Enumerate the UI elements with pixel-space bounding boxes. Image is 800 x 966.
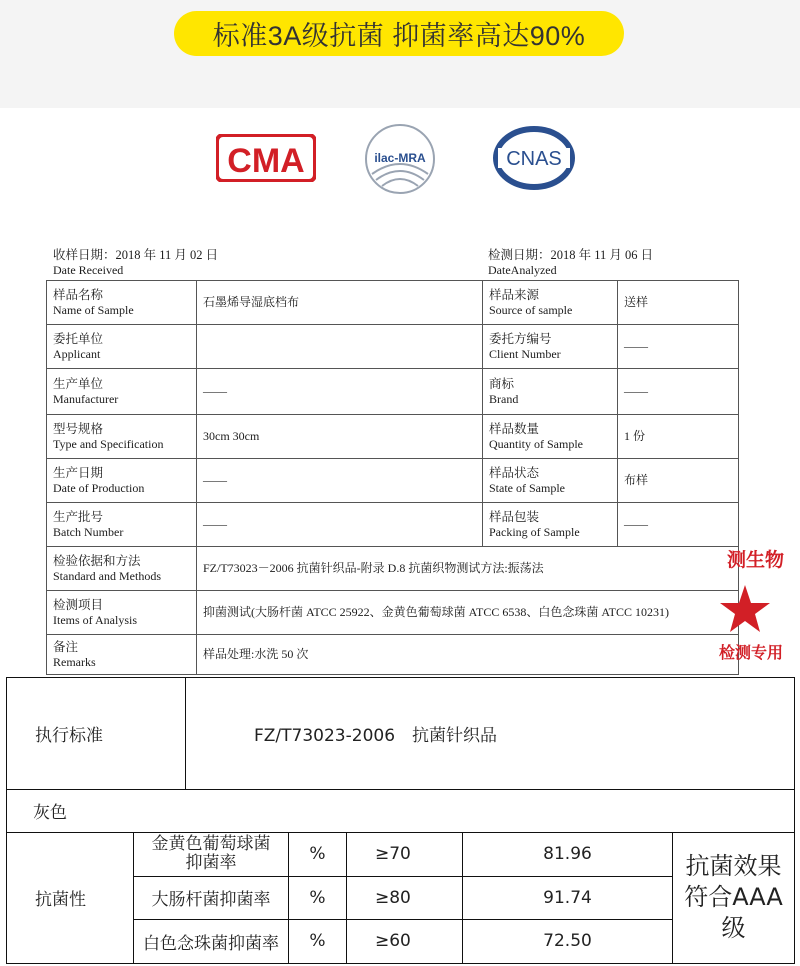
field-label-en: Remarks bbox=[53, 654, 96, 669]
result-item: 大肠杆菌抑菌率 bbox=[134, 876, 289, 919]
field-label-cn: 检测项目 bbox=[53, 597, 104, 612]
report-row bbox=[47, 281, 739, 325]
field-label-cn: 生产日期 bbox=[53, 465, 104, 480]
field-label-cn: 商标 bbox=[489, 376, 515, 391]
report-row bbox=[47, 415, 739, 459]
field-label-cn: 样品名称 bbox=[53, 287, 104, 302]
report-row bbox=[47, 369, 739, 415]
field-label-en: Name of Sample bbox=[53, 302, 134, 317]
field-label-en: Items of Analysis bbox=[53, 612, 137, 627]
result-requirement: ≥80 bbox=[347, 876, 463, 919]
results-table bbox=[6, 677, 795, 964]
color-label: 灰色 bbox=[7, 790, 795, 832]
date-analyzed-en: DateAnalyzed bbox=[488, 263, 557, 277]
result-unit: % bbox=[289, 832, 347, 876]
field-label-en: Type and Specification bbox=[53, 436, 164, 451]
field-label-en: State of Sample bbox=[489, 480, 565, 495]
report-row bbox=[47, 591, 739, 635]
report-row bbox=[47, 459, 739, 503]
result-item: 金黄色葡萄球菌抑菌率 bbox=[134, 832, 289, 876]
report-info-table bbox=[46, 280, 739, 675]
standard-value: FZ/T73023-2006 抗菌针织品 bbox=[186, 678, 795, 790]
result-unit: % bbox=[289, 919, 347, 963]
field-label bbox=[47, 503, 197, 547]
report-row bbox=[47, 547, 739, 591]
field-value: —— bbox=[197, 503, 483, 547]
date-received-en: Date Received bbox=[53, 263, 124, 277]
field-label-en: Client Number bbox=[489, 346, 561, 361]
stamp-bottom-text: 检测专用 bbox=[719, 643, 784, 662]
field-label bbox=[483, 415, 618, 459]
field-label bbox=[47, 369, 197, 415]
date-analyzed bbox=[488, 248, 653, 278]
field-label bbox=[47, 459, 197, 503]
result-item: 白色念珠菌抑菌率 bbox=[134, 919, 289, 963]
conclusion: 抗菌效果符合AAA级 bbox=[673, 832, 795, 963]
field-label-cn: 样品包装 bbox=[489, 509, 540, 524]
standard-label: 执行标准 bbox=[7, 678, 186, 790]
field-label-en: Packing of Sample bbox=[489, 524, 580, 539]
cnas-text: CNAS bbox=[506, 148, 562, 170]
field-label bbox=[483, 369, 618, 415]
field-label-en: Applicant bbox=[53, 346, 101, 361]
field-label-cn: 生产单位 bbox=[53, 376, 104, 391]
field-label-cn: 样品状态 bbox=[489, 465, 540, 480]
date-received-cn: 收样日期：2018 年 11 月 02 日 bbox=[53, 248, 219, 262]
field-label bbox=[47, 415, 197, 459]
report-row bbox=[47, 325, 739, 369]
field-label-en: Source of sample bbox=[489, 302, 573, 317]
field-value: —— bbox=[618, 369, 739, 415]
field-label-cn: 备注 bbox=[53, 639, 79, 654]
result-row bbox=[7, 832, 795, 876]
field-label-cn: 委托方编号 bbox=[489, 331, 552, 346]
field-value: —— bbox=[197, 459, 483, 503]
result-requirement: ≥60 bbox=[347, 919, 463, 963]
result-value: 91.74 bbox=[463, 876, 673, 919]
certification-logos bbox=[0, 120, 800, 195]
field-value: 布样 bbox=[618, 459, 739, 503]
field-label-en: Quantity of Sample bbox=[489, 436, 583, 451]
field-label-en: Date of Production bbox=[53, 480, 145, 495]
color-row bbox=[7, 790, 795, 832]
field-value: —— bbox=[618, 325, 739, 369]
star-icon bbox=[720, 585, 770, 632]
field-label bbox=[47, 547, 197, 591]
field-label-cn: 型号规格 bbox=[53, 421, 104, 436]
field-label-en: Brand bbox=[489, 391, 519, 406]
cma-logo bbox=[216, 134, 316, 182]
cma-text: CMA bbox=[227, 142, 305, 180]
field-label bbox=[47, 325, 197, 369]
ilac-mra-logo bbox=[360, 122, 440, 197]
report-row bbox=[47, 503, 739, 547]
field-value: 30cm 30cm bbox=[197, 415, 483, 459]
result-unit: % bbox=[289, 876, 347, 919]
field-value: 样品处理:水洗 50 次 bbox=[197, 635, 739, 675]
field-value: 送样 bbox=[618, 281, 739, 325]
result-value: 72.50 bbox=[463, 919, 673, 963]
date-analyzed-cn: 检测日期：2018 年 11 月 06 日 bbox=[488, 248, 654, 262]
result-requirement: ≥70 bbox=[347, 832, 463, 876]
inspection-stamp bbox=[715, 530, 800, 680]
date-received bbox=[53, 248, 218, 278]
field-value: 抑菌测试(大肠杆菌 ATCC 25922、金黄色葡萄球菌 ATCC 6538、白色念珠菌 ATCC 10231) bbox=[197, 591, 739, 635]
field-label-cn: 检验依据和方法 bbox=[53, 553, 141, 568]
field-label bbox=[483, 325, 618, 369]
field-label bbox=[47, 635, 197, 675]
field-label-cn: 委托单位 bbox=[53, 331, 104, 346]
field-label bbox=[47, 591, 197, 635]
field-value: 石墨烯导湿底档布 bbox=[197, 281, 483, 325]
report-row bbox=[47, 635, 739, 675]
banner: 标准3A级抗菌 抑菌率高达90% bbox=[174, 11, 624, 56]
field-label bbox=[483, 503, 618, 547]
field-label-en: Batch Number bbox=[53, 524, 124, 539]
ilac-text: ilac-MRA bbox=[374, 151, 426, 165]
stamp-top-text: 测生物 bbox=[727, 549, 785, 571]
result-value: 81.96 bbox=[463, 832, 673, 876]
field-label-cn: 样品来源 bbox=[489, 287, 540, 302]
field-label-en: Standard and Methods bbox=[53, 568, 161, 583]
field-value: —— bbox=[197, 369, 483, 415]
field-label-cn: 生产批号 bbox=[53, 509, 104, 524]
field-value: 1 份 bbox=[618, 415, 739, 459]
field-value: FZ/T73023－2006 抗菌针织品-附录 D.8 抗菌织物测试方法:振荡法 bbox=[197, 547, 739, 591]
field-label-cn: 样品数量 bbox=[489, 421, 540, 436]
cnas-logo bbox=[492, 126, 576, 190]
standard-row bbox=[7, 678, 795, 790]
field-label bbox=[47, 281, 197, 325]
field-label bbox=[483, 459, 618, 503]
field-value: —— bbox=[618, 503, 739, 547]
field-label bbox=[483, 281, 618, 325]
field-label-en: Manufacturer bbox=[53, 391, 119, 406]
property-label: 抗菌性 bbox=[7, 832, 134, 963]
test-report bbox=[0, 240, 800, 680]
field-value bbox=[197, 325, 483, 369]
